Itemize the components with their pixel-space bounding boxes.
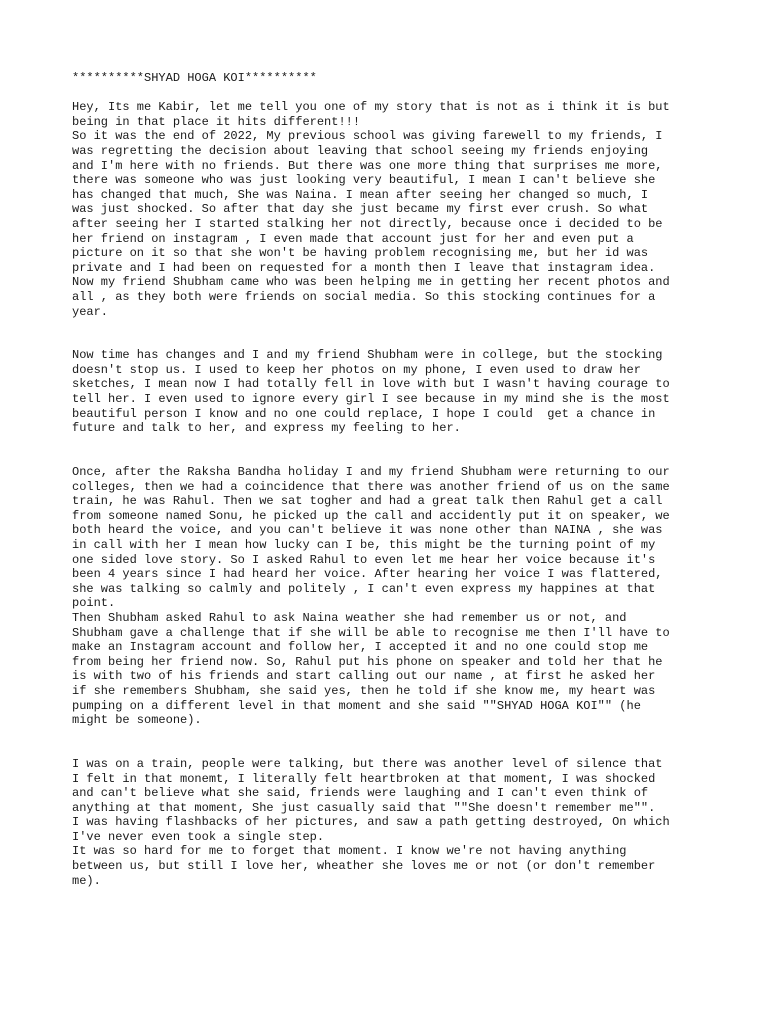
text-line: So it was the end of 2022, My previous school was giving farewell to my friends, I xyxy=(72,129,663,144)
text-line: there was someone who was just looking very beautiful, I mean I can't believe she xyxy=(72,173,656,188)
text-line: Then Shubham asked Rahul to ask Naina weather she had remember us or not, and xyxy=(72,610,627,625)
text-line: all , as they both were friends on social media. So this stocking continues for a xyxy=(72,289,656,304)
text-line: from someone named Sonu, he picked up the call and accidently put it on speaker, we xyxy=(72,508,670,523)
text-line: Once, after the Raksha Bandha holiday I and my friend Shubham were returning to our xyxy=(72,465,670,480)
text-line: might be someone). xyxy=(72,713,202,728)
text-line: future and talk to her, and express my feeling to her. xyxy=(72,421,461,436)
paragraph-gap xyxy=(72,319,712,348)
paragraph xyxy=(72,465,712,728)
paragraph xyxy=(72,348,712,436)
text-line: anything at that moment, She just casually said that ""She doesn't remember me"". xyxy=(72,800,656,815)
text-line: year. xyxy=(72,304,109,319)
text-line: train, he was Rahul. Then we sat togher and had a great talk then Rahul get a call xyxy=(72,494,663,509)
text-line: I've never even took a single step. xyxy=(72,829,325,844)
document-body xyxy=(72,100,712,888)
text-line: and I'm here with no friends. But there was one more thing that surprises me more, xyxy=(72,158,663,173)
paragraph xyxy=(72,100,712,319)
text-line: both heard the voice, and you can't believe it was none other than NAINA , she was xyxy=(72,523,663,538)
document-page xyxy=(72,71,712,888)
text-line: I was having flashbacks of her pictures, and saw a path getting destroyed, On which xyxy=(72,815,670,830)
text-line: Hey, Its me Kabir, let me tell you one of my story that is not as i think it is but xyxy=(72,100,670,115)
text-line: make an Instagram account and follow her, I accepted it and no one could stop me xyxy=(72,640,649,655)
text-line: one sided love story. So I asked Rahul to even let me hear her voice because it's xyxy=(72,552,656,567)
text-line: It was so hard for me to forget that moment. I know we're not having anything xyxy=(72,844,627,859)
text-line: she was talking so calmly and politely , I can't even express my happines at that xyxy=(72,581,656,596)
text-line: me). xyxy=(72,873,101,888)
paragraph-gap xyxy=(72,728,712,757)
text-line: if she remembers Shubham, she said yes, then he told if she know me, my heart was xyxy=(72,683,656,698)
text-line: is with two of his friends and start calling out our name , at first he asked her xyxy=(72,669,656,684)
paragraph xyxy=(72,757,712,888)
paragraph-gap xyxy=(72,436,712,465)
text-line: sketches, I mean now I had totally fell in love with but I wasn't having courage to xyxy=(72,377,670,392)
text-line: being in that place it hits different!!! xyxy=(72,114,361,129)
text-line: in call with her I mean how lucky can I be, this might be the turning point of my xyxy=(72,538,656,552)
text-line: Shubham gave a challenge that if she will be able to recognise me then I'll have to xyxy=(72,625,670,640)
text-line: and can't believe what she said, friends were laughing and I can't even think of xyxy=(72,786,649,801)
text-line: has changed that much, She was Naina. I mean after seeing her changed so much, I xyxy=(72,187,649,202)
text-line: after seeing her I started stalking her not directly, because once i decided to be xyxy=(72,216,663,231)
text-line: Now time has changes and I and my friend Shubham were in college, but the stocking xyxy=(72,348,663,363)
text-line: pumping on a different level in that moment and she said ""SHYAD HOGA KOI"" (he xyxy=(72,698,641,713)
text-line: was just shocked. So after that day she just became my first ever crush. So what xyxy=(72,202,649,217)
text-line: been 4 years since I had heard her voice. After hearing her voice I was flattered, xyxy=(72,567,663,582)
text-line: her friend on instagram , I even made that account just for her and even put a xyxy=(72,231,634,246)
text-line: beautiful person I know and no one could replace, I hope I could get a chance in xyxy=(72,406,656,421)
document-title: **********SHYAD HOGA KOI********** xyxy=(72,71,317,85)
text-line: from being her friend now. So, Rahul put his phone on speaker and told her that he xyxy=(72,654,663,669)
text-line: colleges, then we had a coincidence that there was another friend of us on the same xyxy=(72,479,670,494)
text-line: point. xyxy=(72,596,116,611)
text-line: private and I had been on requested for a month then I leave that instagram idea. xyxy=(72,260,656,275)
text-line: I was on a train, people were talking, but there was another level of silence that xyxy=(72,756,663,771)
text-line: I felt in that monemt, I literally felt heartbroken at that moment, I was shocked xyxy=(72,771,656,786)
text-line: was regretting the decision about leaving that school seeing my friends enjoying xyxy=(72,143,649,158)
text-line: between us, but still I love her, wheather she loves me or not (or don't remember xyxy=(72,859,656,874)
text-line: picture on it so that she won't be having problem recognising me, but her id was xyxy=(72,246,649,261)
text-line: Now my friend Shubham came who was been helping me in getting her recent photos and xyxy=(72,275,670,290)
text-line: tell her. I even used to ignore every girl I see because in my mind she is the most xyxy=(72,392,670,407)
text-line: doesn't stop us. I used to keep her photos on my phone, I even used to draw her xyxy=(72,362,641,377)
